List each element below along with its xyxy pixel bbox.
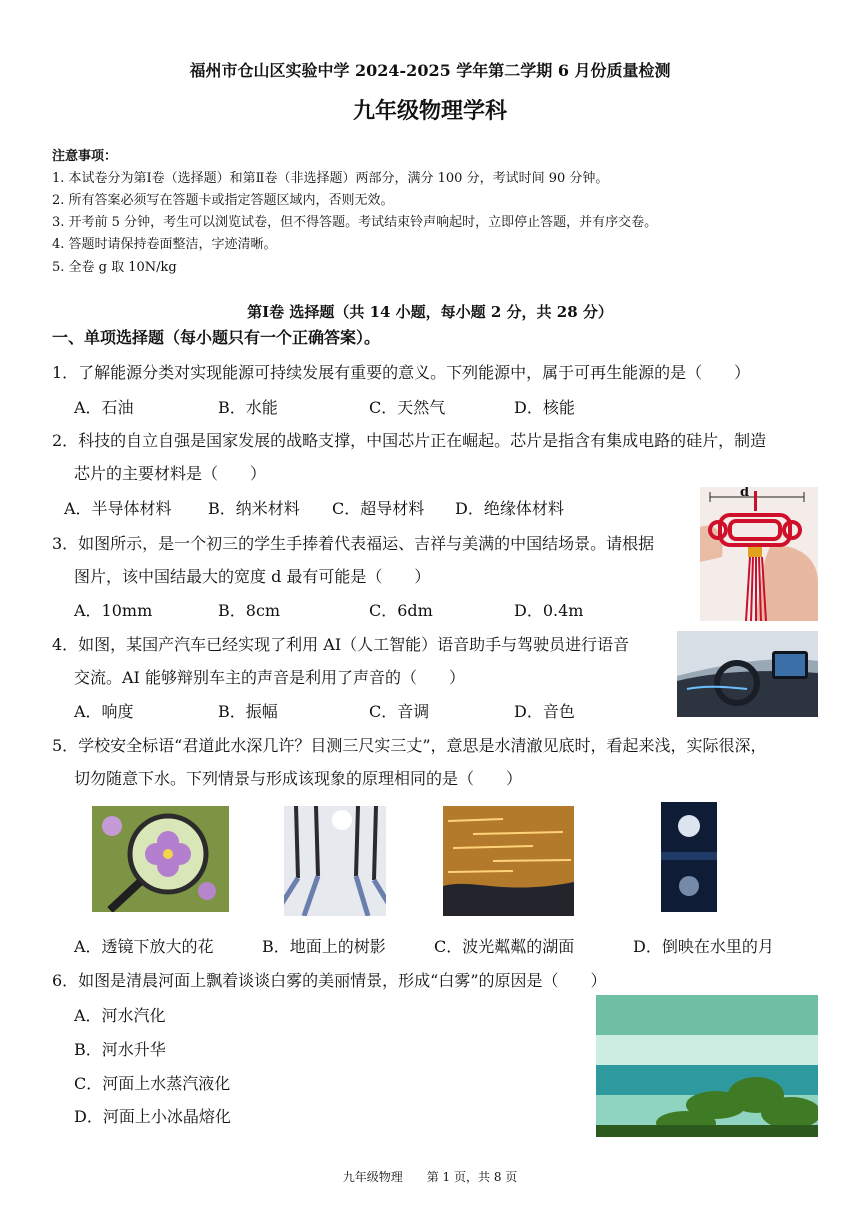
q2-option-d: D．绝缘体材料 xyxy=(455,499,564,518)
q4-option-b: B．振幅 xyxy=(218,702,278,721)
tree-shadow-image xyxy=(284,806,386,916)
q3-option-b: B．8cm xyxy=(218,601,281,620)
question-4-stem-cont: 交流。AI 能够辩别车主的声音是利用了声音的（ ） xyxy=(74,668,465,687)
q5-option-c: C．波光粼粼的湖面 xyxy=(434,937,575,956)
q2-option-c: C．超导材料 xyxy=(332,499,425,518)
question-2-stem: 2．科技的自立自强是国家发展的战略支撑，中国芯片正在崛起。芯片是指含有集成电路的硅片，制造 xyxy=(52,431,767,450)
exam-title: 福州市仓山区实验中学 2024-2025 学年第二学期 6 月份质量检测 xyxy=(189,61,671,80)
sparkling-lake-image xyxy=(443,806,574,916)
question-3-stem-cont: 图片，该中国结最大的宽度 d 最有可能是（ ） xyxy=(74,567,431,586)
notice-heading: 注意事项： xyxy=(52,149,118,164)
q6-option-a: A．河水汽化 xyxy=(74,1006,166,1025)
notice-item: 3. 开考前 5 分钟，考生可以浏览试卷，但不得答题。考试结束铃声响起时，立即停止答题，并有序交卷。 xyxy=(52,215,658,230)
q3-option-c: C．6dm xyxy=(369,601,433,620)
q4-option-a: A．响度 xyxy=(74,702,134,721)
car-interior-image xyxy=(677,631,818,717)
q1-option-d: D．核能 xyxy=(514,398,575,417)
part-title: 第Ⅰ卷 选择题（共 14 小题，每小题 2 分，共 28 分） xyxy=(247,303,613,321)
q5-option-b: B．地面上的树影 xyxy=(262,937,386,956)
q6-option-b: B．河水升华 xyxy=(74,1040,166,1059)
q6-option-c: C．河面上水蒸汽液化 xyxy=(74,1074,231,1093)
question-3-stem: 3．如图所示，是一个初三的学生手捧着代表福运、吉祥与美满的中国结场景。请根据 xyxy=(52,534,655,553)
notice-item: 1. 本试卷分为第Ⅰ卷（选择题）和第Ⅱ卷（非选择题）两部分，满分 100 分，考试时间 90 分钟。 xyxy=(52,171,609,186)
chinese-knot-image xyxy=(700,487,818,621)
q1-option-a: A．石油 xyxy=(74,398,134,417)
q1-option-c: C．天然气 xyxy=(369,398,446,417)
notice-item: 4. 答题时请保持卷面整洁，字迹清晰。 xyxy=(52,237,277,252)
width-label-d: d xyxy=(740,487,750,500)
q2-option-a: A．半导体材料 xyxy=(64,499,172,518)
moon-reflection-image xyxy=(661,802,717,912)
q3-option-d: D．0.4m xyxy=(514,601,584,620)
magnified-flower-image xyxy=(92,806,229,912)
q2-option-b: B．纳米材料 xyxy=(208,499,300,518)
q3-option-a: A．10mm xyxy=(74,601,153,620)
question-5-stem: 5．学校安全标语“君道此水深几许？目测三尺实三丈”，意思是水清澈见底时，看起来浅，实际很深， xyxy=(52,736,767,755)
q5-option-a: A．透镜下放大的花 xyxy=(74,937,214,956)
q1-option-b: B．水能 xyxy=(218,398,278,417)
section-title: 一、单项选择题（每小题只有一个正确答案）。 xyxy=(52,328,381,347)
question-4-stem: 4．如图，某国产汽车已经实现了利用 AI（人工智能）语音助手与驾驶员进行语音 xyxy=(52,635,630,654)
question-5-stem-cont: 切勿随意下水。下列情景与形成该现象的原理相同的是（ ） xyxy=(74,769,523,788)
notice-item: 5. 全卷 g 取 10N/kg xyxy=(52,260,177,275)
subject-title: 九年级物理学科 xyxy=(352,98,507,124)
q4-option-d: D．音色 xyxy=(514,702,575,721)
river-fog-image xyxy=(596,995,818,1137)
notice-item: 2. 所有答案必须写在答题卡或指定答题区域内，否则无效。 xyxy=(52,193,394,208)
page-footer: 九年级物理 第 1 页，共 8 页 xyxy=(342,1170,518,1184)
q4-option-c: C．音调 xyxy=(369,702,430,721)
question-1-stem: 1．了解能源分类对实现能源可持续发展有重要的意义。下列能源中，属于可再生能源的是（ ） xyxy=(52,363,751,382)
question-6-stem: 6．如图是清晨河面上飘着谈谈白雾的美丽情景，形成“白雾”的原因是（ ） xyxy=(52,971,607,990)
q5-option-d: D．倒映在水里的月 xyxy=(633,937,774,956)
q6-option-d: D．河面上小冰晶熔化 xyxy=(74,1107,231,1126)
question-2-stem-cont: 芯片的主要材料是（ ） xyxy=(74,464,267,483)
